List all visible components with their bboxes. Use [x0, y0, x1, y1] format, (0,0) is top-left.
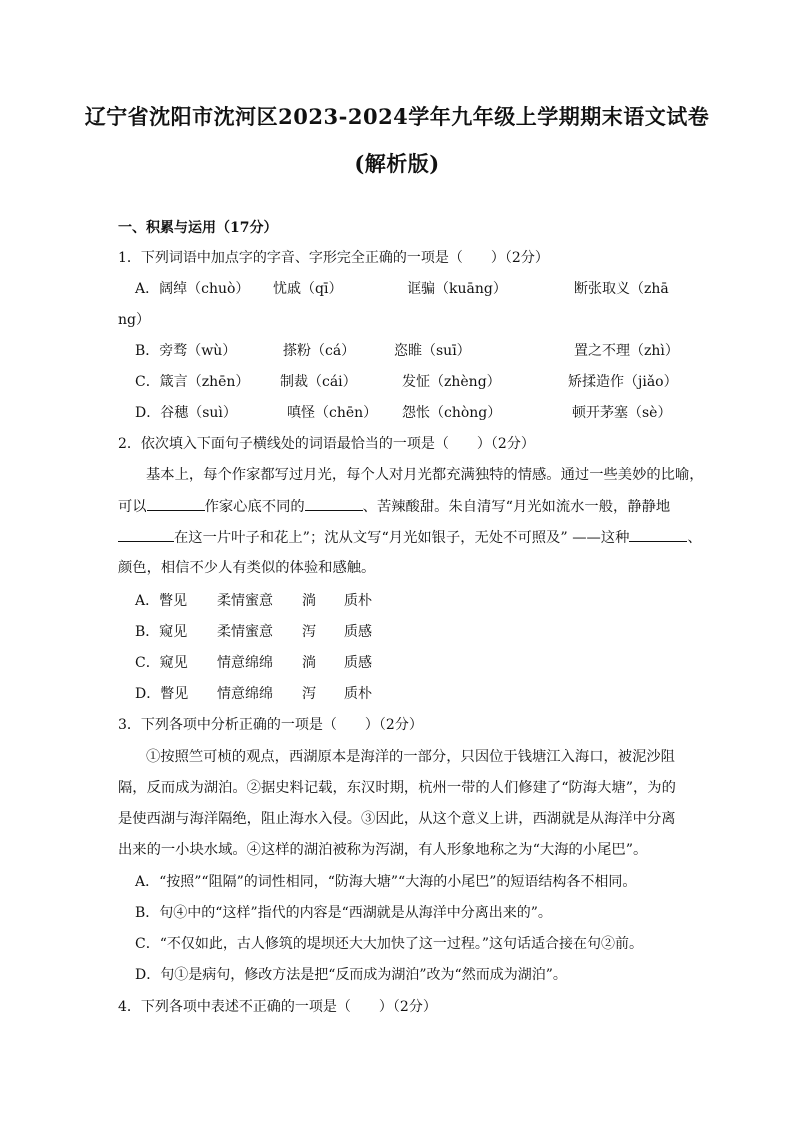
q1-option-b-3: 恣睢（suī）: [394, 343, 471, 359]
section-heading: 一、积累与运用（17分）: [118, 220, 278, 236]
q2-option-c-3: 淌: [302, 655, 316, 671]
q1-option-a-4: 断张取义（zhā: [574, 281, 669, 297]
q2-option-c-4: 质感: [344, 655, 372, 671]
q3-passage-line3: 是使西湖与海洋隔绝，阻止海水入侵。③因此，从这个意义上讲，西湖就是从海洋中分离: [118, 811, 676, 827]
q2-option-a-1: A．瞥见: [135, 593, 188, 609]
q3-option-d: D．句①是病句，修改方法是把“反而成为湖泊”改为“然而成为湖泊”。: [135, 967, 567, 983]
q2-option-b-3: 泻: [302, 624, 316, 640]
q1-option-c-2: 制裁（cái）: [280, 374, 357, 390]
q2-option-b-1: B．窥见: [135, 624, 188, 640]
q2-option-c-2: 情意绵绵: [217, 655, 273, 671]
q2-option-a-4: 质朴: [344, 593, 372, 609]
q1-option-c-4: 矫揉造作（jiǎo）: [568, 374, 678, 390]
blank-1: [147, 496, 205, 511]
q1-option-a-3: 诓骗（kuāng）: [407, 281, 507, 297]
page-title: 辽宁省沈阳市沈河区2023-2024学年九年级上学期期末语文试卷: [84, 104, 710, 129]
q2-passage-line2: 可以 作家心底不同的 、苦辣酸甜。朱自清写“月光如流水一般，静静地: [118, 496, 670, 517]
q2-option-d-4: 质朴: [344, 686, 372, 702]
blank-2: [305, 496, 363, 511]
q2-option-a-2: 柔情蜜意: [217, 593, 273, 609]
q1-option-b-1: B．旁骛（wù）: [135, 343, 237, 359]
q2-option-d-3: 泻: [302, 686, 316, 702]
q1-stem: 1．下列词语中加点字的字音、字形完全正确的一项是（ ）（2分）: [118, 250, 549, 266]
q1-option-a-2: 忧戚（qī）: [273, 281, 343, 297]
q1-option-d-1: D．谷穗（suì）: [135, 405, 237, 421]
blank-3: [118, 527, 174, 542]
q1-option-b-4: 置之不理（zhì）: [574, 343, 679, 359]
q3-passage-line1: ①按照竺可桢的观点，西湖原本是海洋的一部分，只因位于钱塘江入海口，被泥沙阻: [146, 749, 675, 765]
q2-passage-line4: 颜色，相信不少人有类似的体验和感触。: [118, 560, 376, 576]
q2-passage-line3: 在这一片叶子和花上”；沈从文写“月光如银子，无处不可照及” ——这种 、: [118, 527, 702, 548]
q2-option-b-4: 质感: [344, 624, 372, 640]
blank-4: [629, 527, 687, 542]
q3-stem: 3．下列各项中分析正确的一项是（ ）（2分）: [118, 717, 423, 733]
q1-option-c-3: 发怔（zhèng）: [402, 374, 501, 390]
q1-option-d-2: 嗔怪（chēn）: [287, 405, 378, 421]
q2-option-d-1: D．瞥见: [135, 686, 189, 702]
q1-option-b-2: 搽粉（cá）: [283, 343, 356, 359]
q2-option-a-3: 淌: [302, 593, 316, 609]
q2-stem: 2．依次填入下面句子横线处的词语最恰当的一项是（ ）（2分）: [118, 436, 535, 452]
q1-option-c-1: C．箴言（zhēn）: [135, 374, 250, 390]
q4-stem: 4．下列各项中表述不正确的一项是（ ）（2分）: [118, 999, 437, 1015]
q3-option-b: B．句④中的“这样”指代的内容是“西湖就是从海洋中分离出来的”。: [135, 905, 552, 921]
q3-passage-line4: 出来的一小块水域。④这样的湖泊被称为泻湖，有人形象地称之为“大海的小尾巴”。: [118, 842, 648, 858]
q1-option-a-cont: ng）: [118, 312, 150, 328]
q2-option-c-1: C．窥见: [135, 655, 188, 671]
q3-option-a: A．“按照”“阻隔”的词性相同，“防海大塘”“大海的小尾巴”的短语结构各不相同。: [135, 874, 637, 890]
q3-passage-line2: 隔，反而成为湖泊。②据史料记载，东汉时期，杭州一带的人们修建了“防海大塘”，为的: [118, 780, 676, 796]
q2-option-d-2: 情意绵绵: [217, 686, 273, 702]
q1-option-d-3: 怨怅（chòng）: [402, 405, 502, 421]
q2-passage-line1: 基本上，每个作家都写过月光，每个人对月光都充满独特的情感。通过一些美妙的比喻，: [146, 467, 704, 483]
q2-option-b-2: 柔情蜜意: [217, 624, 273, 640]
q1-option-a-1: A．阔绰（chuò）: [135, 281, 250, 297]
q1-option-d-4: 顿开茅塞（sè）: [572, 405, 672, 421]
page-subtitle: (解析版): [354, 151, 440, 176]
q3-option-c: C．“不仅如此，古人修筑的堤坝还大大加快了这一过程。”这句话适合接在句②前。: [135, 936, 644, 952]
